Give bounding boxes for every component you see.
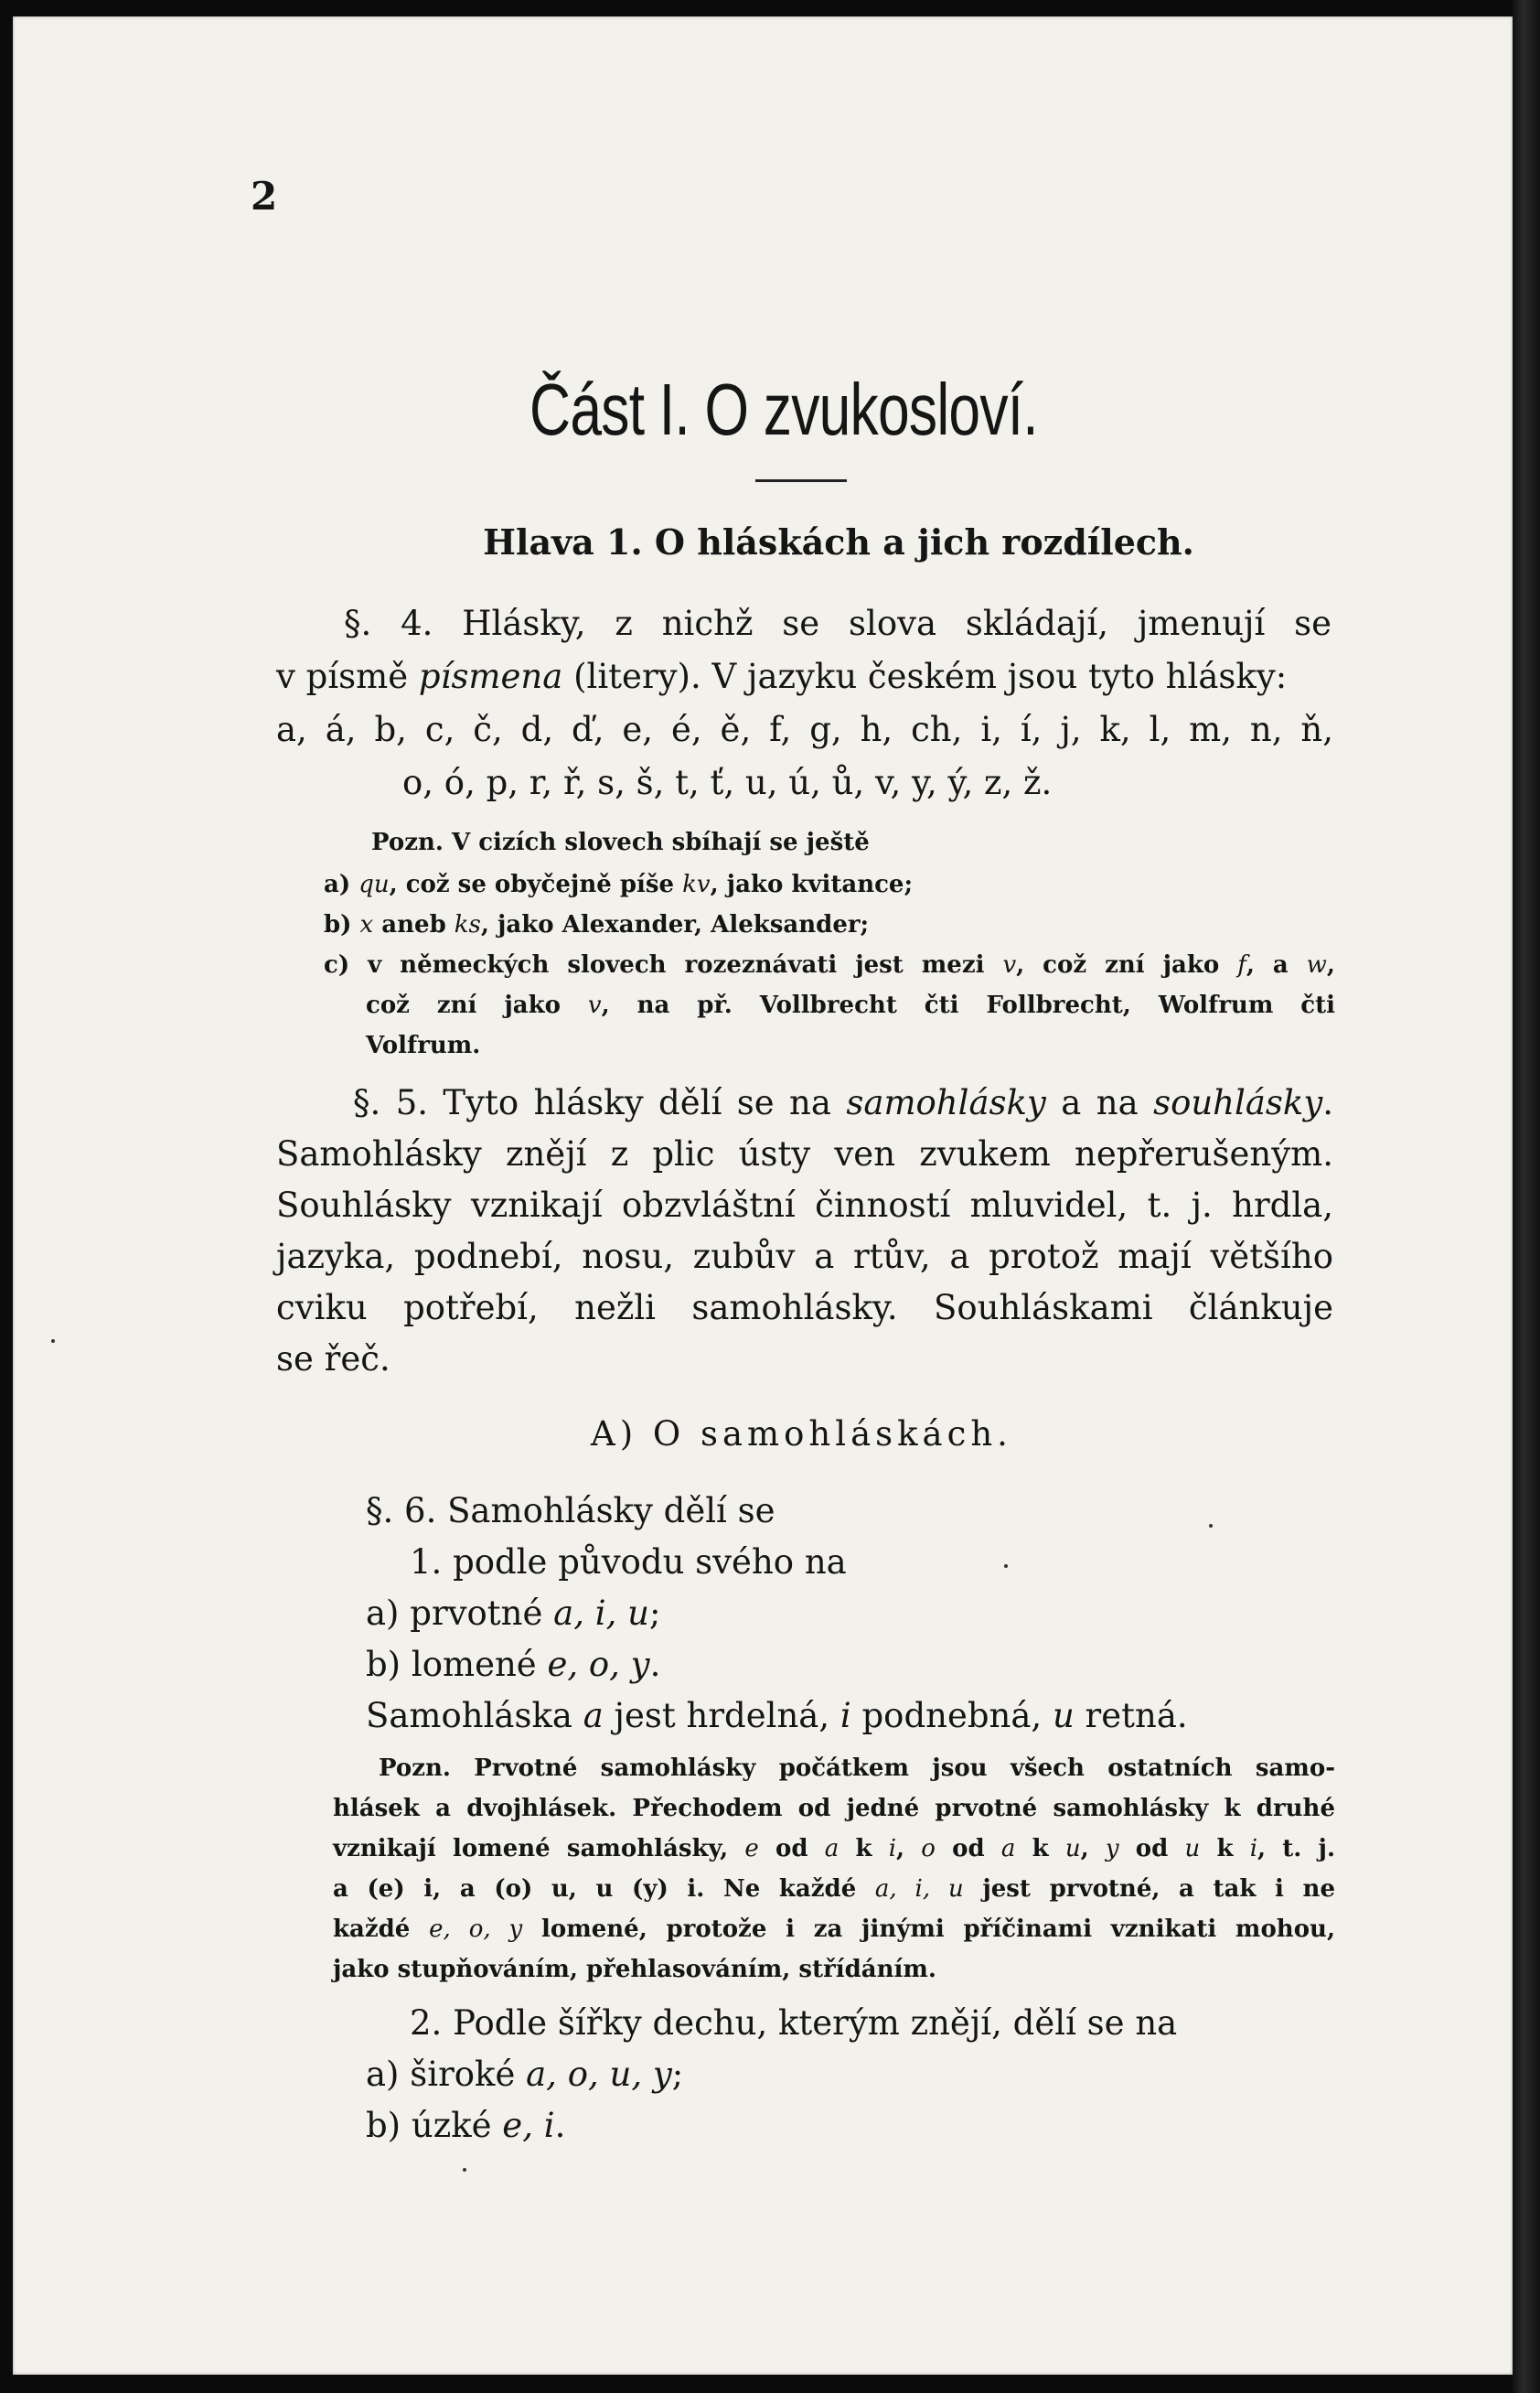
note1-c-2 — [366, 992, 1335, 1019]
s5-line-3: Souhlásky vznikají obzvláštní činností mluvidel, t. j. hrdla, — [276, 1186, 1333, 1225]
n2-l3-o: o — [921, 1835, 936, 1862]
n2-l4-post: jest prvotné, a tak i ne — [963, 1875, 1336, 1903]
n2-l3-m5: k — [1015, 1835, 1065, 1862]
note2-line-5 — [333, 1915, 1335, 1943]
note1-c2-post: , na př. Vollbrecht čti Follbrecht, Wolfrum čti — [601, 992, 1335, 1019]
n2-l5-pre: každé — [333, 1915, 430, 1943]
chapter-title: Hlava 1. O hláskách a jich rozdílech. — [483, 521, 1194, 563]
s6-line-2: 1. podle původu svého na — [410, 1542, 847, 1582]
note1-a-it: qu — [358, 871, 390, 898]
s6b-l2-post: ; — [671, 2055, 684, 2094]
note1-c-1 — [324, 951, 1335, 979]
section-a-heading: A) O samohláskách. — [591, 1414, 1012, 1454]
s6-l3-post: ; — [648, 1594, 661, 1633]
note1-c1-post: , — [1326, 951, 1335, 979]
note2-line-3 — [333, 1835, 1335, 1862]
s6b-l2-it: a, o, u, y — [526, 2055, 672, 2094]
note1-c1-it3: w — [1306, 951, 1327, 979]
note1-c1-it2: f — [1237, 951, 1246, 979]
n2-l3-m3: , — [896, 1835, 922, 1862]
s5-l1-post: . — [1322, 1083, 1333, 1122]
note1-c2-it: v — [587, 992, 602, 1019]
alphabet-line-2: o, ó, p, r, ř, s, š, t, ť, u, ú, ů, v, y, ý, z, ž. — [402, 763, 1053, 802]
title-rule — [755, 479, 847, 482]
scan-speck — [1209, 1524, 1213, 1528]
n2-l3-m8: k — [1200, 1835, 1250, 1862]
s6-l5-pre: Samohláska — [366, 1696, 583, 1735]
note1-a-pre: a) — [324, 871, 359, 898]
s6b-line-3 — [366, 2106, 565, 2145]
n2-l3-e: e — [744, 1835, 759, 1862]
n2-l3-m2: k — [839, 1835, 889, 1862]
note2-line-2: hlásek a dvojhlásek. Přechodem od jedné prvotné samohlásky k druhé — [333, 1795, 1335, 1822]
s4-line-2-c: (litery). V jazyku českém jsou tyto hlásky: — [562, 657, 1288, 696]
alphabet-line-1: a, á, b, c, č, d, ď, e, é, ě, f, g, h, ch, i, í, j, k, l, m, n, ň, — [276, 710, 1333, 749]
n2-l3-y: y — [1105, 1835, 1119, 1862]
note1-c1-it: v — [1002, 951, 1017, 979]
note2-line-1: Pozn. Prvotné samohlásky počátkem jsou všech ostatních samo- — [379, 1755, 1335, 1782]
s5-line-4: jazyka, podnebí, nosu, zubův a rtův, a protož mají většího — [276, 1237, 1333, 1276]
term-samohlasky: samohlásky — [846, 1083, 1046, 1122]
s5-l1-mid: a na — [1045, 1083, 1154, 1122]
note1-a-it2: kv — [682, 871, 711, 898]
note1-c-3: Volfrum. — [366, 1032, 481, 1059]
s5-line-6: se řeč. — [276, 1339, 390, 1379]
note1-b — [324, 911, 869, 939]
s5-line-5: cviku potřebí, nežli samohlásky. Souhláskami článkuje — [276, 1288, 1333, 1327]
note1-b-mid: aneb — [373, 911, 455, 939]
s5-line-2: Samohlásky znějí z plic ústy ven zvukem nepřerušeným. — [276, 1134, 1333, 1174]
n2-l3-post: , t. j. — [1257, 1835, 1336, 1862]
page-number: 2 — [251, 174, 278, 219]
n2-l3-m4: od — [935, 1835, 1001, 1862]
note1-head: Pozn. V cizích slovech sbíhají se ještě — [371, 829, 870, 856]
s6-l5-post: retná. — [1074, 1696, 1188, 1735]
note1-b-post: , jako Alexander, Aleksander; — [480, 911, 870, 939]
note1-c1-pre: c) v německých slovech rozeznávati jest mezi — [324, 951, 1003, 979]
s6-line-3 — [366, 1594, 660, 1633]
n2-l3-i: i — [888, 1835, 897, 1862]
n2-l3-pre: vznikají lomené samohlásky, — [333, 1835, 745, 1862]
s6-l5-a: a — [583, 1696, 604, 1735]
n2-l4-pre: a (e) i, a (o) u, u (y) i. Ne každé — [333, 1875, 875, 1903]
s6-l5-m2: podnebná, — [850, 1696, 1053, 1735]
scan-speck — [51, 1339, 55, 1343]
s4-line-2-a: v písmě — [276, 657, 419, 696]
s6-l5-m1: jest hrdelná, — [603, 1696, 840, 1735]
s4-line-1: §. 4. Hlásky, z nichž se slova skládají, jmenují se — [344, 604, 1331, 643]
s5-line-1 — [353, 1083, 1333, 1122]
part-title: Část I. O zvukosloví. — [529, 369, 1038, 450]
s6b-line-2 — [366, 2055, 683, 2094]
n2-l3-m1: od — [758, 1835, 825, 1862]
note1-a-mid: , což se obyčejně píše — [389, 871, 683, 898]
scan-speck — [1004, 1564, 1008, 1568]
s6-line-4 — [366, 1645, 660, 1684]
s6b-l2-pre: a) široké — [366, 2055, 527, 2094]
n2-l4-it: a, i, u — [874, 1875, 964, 1903]
note1-c2-pre: což zní jako — [366, 992, 588, 1019]
s6-l3-pre: a) prvotné — [366, 1594, 554, 1633]
n2-l3-i2: i — [1249, 1835, 1258, 1862]
note1-b-pre: b) — [324, 911, 360, 939]
s6b-l3-it: e, i — [502, 2106, 555, 2145]
note1-a — [324, 871, 913, 898]
term-pismena: písmena — [418, 657, 563, 696]
scan-speck — [463, 2168, 466, 2172]
note2-line-4 — [333, 1875, 1335, 1903]
scan-edge — [1513, 0, 1540, 2393]
s6-line-5 — [366, 1696, 1188, 1735]
s6-l4-it: e, o, y — [547, 1645, 650, 1684]
note2-line-6: jako stupňováním, přehlasováním, střídáním. — [333, 1956, 936, 1983]
s6b-l3-pre: b) úzké — [366, 2106, 503, 2145]
n2-l3-u: u — [1064, 1835, 1081, 1862]
note1-b-it: x — [359, 911, 374, 939]
s6b-line-1: 2. Podle šířky dechu, kterým znějí, dělí se na — [410, 2003, 1178, 2043]
note1-c1-mid: , což zní jako — [1016, 951, 1238, 979]
s4-line-2 — [276, 657, 1331, 696]
s5-l1-pre: §. 5. Tyto hlásky dělí se na — [353, 1083, 847, 1122]
n2-l5-it: e, o, y — [429, 1915, 523, 1943]
s6-l3-it: a, i, u — [553, 1594, 649, 1633]
n2-l3-a2: a — [1000, 1835, 1016, 1862]
s6b-l3-post: . — [554, 2106, 566, 2145]
s6-l5-i: i — [840, 1696, 851, 1735]
n2-l3-a: a — [824, 1835, 840, 1862]
note1-c1-mid2: , a — [1246, 951, 1307, 979]
n2-l3-u2: u — [1184, 1835, 1201, 1862]
note1-b-it2: ks — [454, 911, 481, 939]
s6-l4-post: . — [649, 1645, 661, 1684]
n2-l3-m7: od — [1118, 1835, 1185, 1862]
s6-l4-pre: b) lomené — [366, 1645, 548, 1684]
n2-l3-m6: , — [1080, 1835, 1106, 1862]
s6-l5-u: u — [1052, 1696, 1075, 1735]
term-souhlasky: souhlásky — [1153, 1083, 1323, 1122]
note1-a-post: , jako kvitance; — [710, 871, 914, 898]
n2-l5-post: lomené, protože i za jinými příčinami vznikati mohou, — [522, 1915, 1335, 1943]
s6-line-1: §. 6. Samohlásky dělí se — [366, 1491, 775, 1530]
